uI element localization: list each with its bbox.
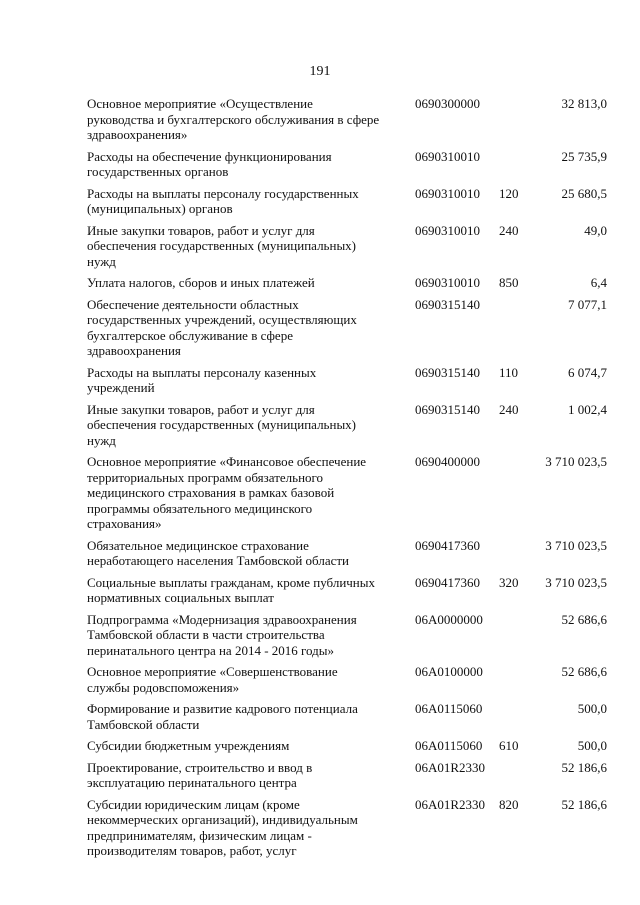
row-amount: 52 686,6 xyxy=(561,611,607,627)
row-amount: 25 680,5 xyxy=(561,185,607,201)
row-description: Формирование и развитие кадрового потенциала Тамбовской области xyxy=(87,701,358,732)
table-row xyxy=(87,454,607,532)
table-row xyxy=(87,612,607,659)
table-row xyxy=(87,575,607,606)
row-amount: 25 735,9 xyxy=(561,148,607,164)
row-description: Основное мероприятие «Финансовое обеспечение территориальных программ обязательного медицинского страхования в рамках базовой программы обязательного медицинского страхования» xyxy=(87,454,367,531)
row-amount: 52 686,6 xyxy=(561,664,607,679)
row-amount: 32 813,0 xyxy=(561,96,607,111)
row-target-code: 0690315140 xyxy=(415,364,480,380)
table-row xyxy=(87,701,607,732)
row-description: Обязательное медицинское страхование неработающего населения Тамбовской области xyxy=(87,537,350,568)
row-amount: 3 710 023,5 xyxy=(545,537,607,553)
row-expense-type: 320 xyxy=(499,574,519,590)
row-amount: 6,4 xyxy=(590,275,607,290)
row-description: Основное мероприятие «Осуществление руководства и бухгалтерского обслуживания в сфере здравоохранения» xyxy=(87,96,380,142)
row-description: Расходы на выплаты персоналу государственных (муниципальных) органов xyxy=(87,185,359,216)
table-row xyxy=(87,538,607,569)
row-description: Проектирование, строительство и ввод в эксплуатацию перинатального центра xyxy=(87,759,313,790)
row-target-code: 0690315140 xyxy=(415,296,480,312)
table-row xyxy=(87,223,607,270)
table-row xyxy=(87,365,607,396)
row-amount: 6 074,7 xyxy=(568,364,607,380)
row-target-code: 0690310010 xyxy=(415,185,480,201)
table-row xyxy=(87,797,607,859)
row-expense-type: 120 xyxy=(499,185,519,201)
row-target-code: 06А01R2330 xyxy=(415,759,486,775)
row-target-code: 06А01R2330 xyxy=(415,796,486,812)
row-target-code: 0690310010 xyxy=(415,275,480,290)
row-target-code: 0690400000 xyxy=(415,454,480,469)
row-amount: 3 710 023,5 xyxy=(545,454,607,469)
row-target-code: 0690300000 xyxy=(415,96,480,111)
table-row xyxy=(87,149,607,180)
row-target-code: 06А0115060 xyxy=(415,738,483,753)
row-amount: 3 710 023,5 xyxy=(545,574,607,590)
row-target-code: 06А0115060 xyxy=(415,701,483,716)
row-amount: 52 186,6 xyxy=(561,796,607,812)
table-row xyxy=(87,402,607,449)
row-target-code: 0690310010 xyxy=(415,222,480,238)
row-expense-type: 110 xyxy=(499,364,519,380)
row-description: Обеспечение деятельности областных государственных учреждений, осуществляющих бухгалтерское обслуживание в сфере здравоохранения xyxy=(87,296,357,358)
table-row xyxy=(87,297,607,359)
row-description: Основное мероприятие «Совершенствование службы родовспоможения» xyxy=(87,664,338,695)
row-amount: 52 186,6 xyxy=(561,759,607,775)
row-expense-type: 240 xyxy=(499,401,519,417)
table-row xyxy=(87,96,607,143)
row-description: Социальные выплаты гражданам, кроме публичных нормативных социальных выплат xyxy=(87,574,375,605)
row-target-code: 0690315140 xyxy=(415,401,480,417)
row-target-code: 06А0000000 xyxy=(415,611,483,627)
row-target-code: 0690417360 xyxy=(415,537,480,553)
row-description: Уплата налогов, сборов и иных платежей xyxy=(87,275,315,290)
row-target-code: 0690310010 xyxy=(415,148,480,164)
row-amount: 500,0 xyxy=(577,701,607,716)
row-expense-type: 240 xyxy=(499,222,519,238)
row-description: Подпрограмма «Модернизация здравоохранения Тамбовской области в части строительства перинатального центра на 2014 - 2016 годы» xyxy=(87,611,357,658)
table-row xyxy=(87,738,607,754)
row-amount: 1 002,4 xyxy=(568,401,607,417)
row-description: Субсидии бюджетным учреждениям xyxy=(87,738,290,753)
row-expense-type: 610 xyxy=(499,738,519,753)
row-amount: 7 077,1 xyxy=(568,296,607,312)
row-description: Расходы на обеспечение функционирования государственных органов xyxy=(87,148,332,179)
row-amount: 49,0 xyxy=(584,222,607,238)
row-target-code: 06А0100000 xyxy=(415,664,483,679)
row-target-code: 0690417360 xyxy=(415,574,480,590)
row-description: Субсидии юридическим лицам (кроме некоммерческих организаций), индивидуальным предпринимателям, физическим лицам - производителям товаров, работ, услуг xyxy=(87,796,358,858)
row-description: Расходы на выплаты персоналу казенных учреждений xyxy=(87,364,317,395)
table-row xyxy=(87,275,607,291)
page-number: 191 xyxy=(309,64,331,79)
row-description: Иные закупки товаров, работ и услуг для обеспечения государственных (муниципальных) нужд xyxy=(87,222,357,269)
table-row xyxy=(87,664,607,695)
budget-table xyxy=(87,96,607,865)
row-expense-type: 850 xyxy=(499,275,519,290)
table-row xyxy=(87,186,607,217)
row-description: Иные закупки товаров, работ и услуг для обеспечения государственных (муниципальных) нужд xyxy=(87,401,357,448)
row-amount: 500,0 xyxy=(577,738,607,753)
row-expense-type: 820 xyxy=(499,796,519,812)
table-row xyxy=(87,760,607,791)
